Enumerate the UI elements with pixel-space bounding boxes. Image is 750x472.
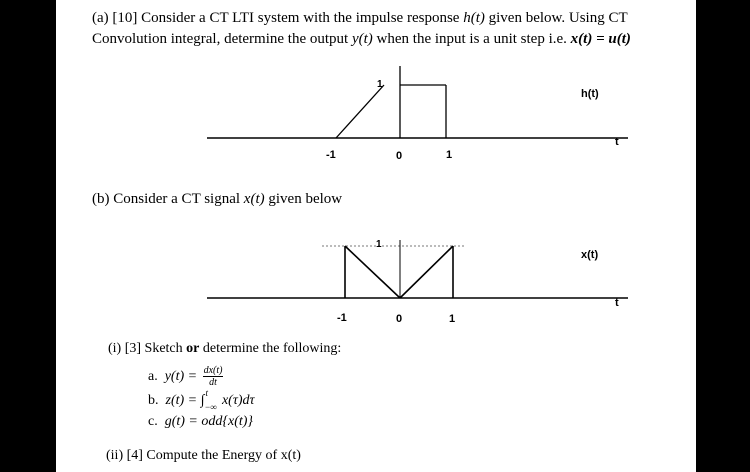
h-axis-label: t — [615, 136, 619, 148]
h-function-label: h(t) — [581, 88, 599, 100]
part-b-text: (b) Consider a CT signal — [92, 191, 244, 207]
x-tick-label: 1 — [449, 313, 456, 325]
integral-limits — [204, 387, 218, 412]
y-of-t: y(t) — [351, 31, 373, 47]
item-a-label: a. — [148, 369, 158, 384]
part-a-text: (a) [10] Consider a CT LTI system with the impulse response — [92, 10, 464, 26]
part-b-text-end: given below — [264, 191, 343, 207]
part-a-text-end: given below. Using CT — [484, 10, 628, 26]
x-function-label: x(t) — [581, 249, 599, 261]
part-i-text-end: determine the following: — [199, 341, 342, 356]
item-b-label: b. — [148, 393, 159, 408]
part-i-text: (i) [3] Sketch — [108, 341, 187, 356]
fraction-denominator: dt — [209, 377, 217, 389]
item-c-expr: g(t) = odd{x(t)} — [164, 414, 254, 429]
item-c — [148, 414, 253, 430]
part-a-text-3: when the input is a unit step i.e. — [372, 31, 571, 47]
x-tick-label: -1 — [337, 312, 347, 324]
part-a-text-2: Convolution integral, determine the output — [92, 31, 352, 47]
item-c-label: c. — [148, 414, 158, 429]
item-b-integrand: x(τ)dτ — [218, 393, 255, 408]
item-a-lhs: y(t) = — [164, 369, 201, 384]
x-axis-label: t — [615, 297, 619, 309]
h-tick-label: 1 — [446, 149, 453, 161]
h-peak-label: 1 — [377, 79, 383, 90]
part-ii-line: (ii) [4] Compute the Energy of x(t) — [106, 448, 301, 463]
part-i-heading — [108, 341, 341, 357]
input-equation: x(t) = u(t) — [570, 31, 631, 47]
h-of-t: h(t) — [463, 10, 485, 26]
part-i-bold: or — [186, 341, 200, 356]
item-a — [148, 364, 223, 390]
derivative-fraction — [203, 365, 224, 388]
integral-lower-limit: −∞ — [204, 401, 217, 412]
x-tick-label: 0 — [396, 313, 403, 325]
x-falling-segment — [345, 246, 400, 298]
fraction-numerator: dx(t) — [203, 365, 223, 377]
x-of-t: x(t) — [243, 191, 265, 207]
x-rising-segment — [400, 246, 453, 298]
h-tick-label: -1 — [326, 149, 336, 161]
item-b-expr: z(t) = ∫ — [165, 393, 205, 408]
x-peak-label: 1 — [376, 239, 382, 250]
item-b — [148, 387, 255, 412]
h-tick-label: 0 — [396, 150, 403, 162]
integral-upper-limit: t — [205, 387, 208, 398]
